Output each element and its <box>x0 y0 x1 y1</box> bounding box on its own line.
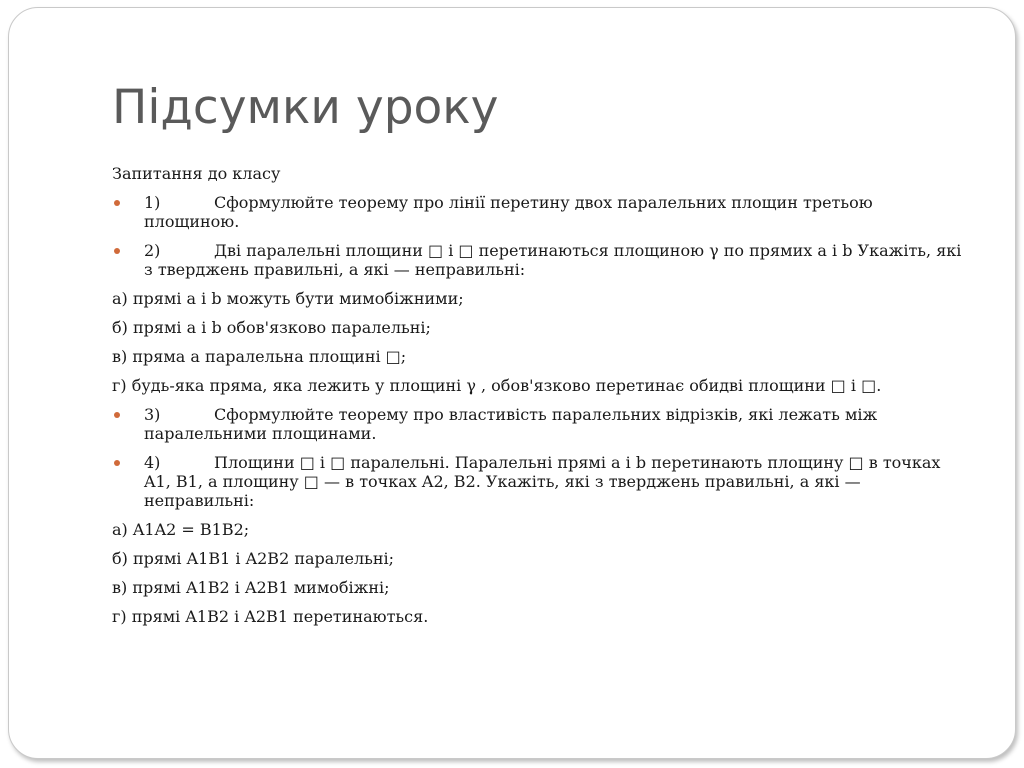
bullet-question-3 <box>112 405 972 443</box>
bullet-dot-icon <box>114 460 120 466</box>
answer-option: г) прямі A1B2 і A2B1 перетинаються. <box>112 607 429 626</box>
question-number: 4) <box>144 453 161 472</box>
question-text: Площини □ і □ паралельні. Паралельні прямі a і b перетинають площину □ в точках A1, B1, а площину □ — в точках A2, B2. Укажіть, які з тверджень правильні, а які — неправильні: <box>144 453 941 510</box>
slide-content <box>112 164 972 636</box>
answer-option: а) A1A2 = B1B2; <box>112 520 250 539</box>
answer-option: б) прямі a і b обов'язково паралельні; <box>112 318 431 337</box>
bullet-question-2 <box>112 241 972 279</box>
answer-option: г) будь-яка пряма, яка лежить у площині γ , обов'язково перетинає обидві площини □ і □. <box>112 376 882 395</box>
bullet-dot-icon <box>114 200 120 206</box>
question-text: Сформулюйте теорему про лінії перетину двох паралельних площин третьою площиною. <box>144 193 873 231</box>
question-text: Сформулюйте теорему про властивість паралельних відрізків, які лежать між паралельними площинами. <box>144 405 878 443</box>
bullet-question-1 <box>112 193 972 231</box>
question-number: 1) <box>144 193 161 212</box>
question-number: 3) <box>144 405 161 424</box>
bullet-question-4 <box>112 453 972 510</box>
answer-option: в) прямі A1B2 і A2B1 мимобіжні; <box>112 578 390 597</box>
slide-title: Підсумки уроку <box>112 80 499 135</box>
question-text: Дві паралельні площини □ і □ перетинаються площиною γ по прямих a і b Укажіть, які з тверджень правильні, а які — неправильні: <box>144 241 962 279</box>
answer-option: а) прямі a і b можуть бути мимобіжними; <box>112 289 464 308</box>
answer-option: б) прямі A1B1 і A2B2 паралельні; <box>112 549 394 568</box>
bullet-dot-icon <box>114 412 120 418</box>
question-number: 2) <box>144 241 161 260</box>
intro-text: Запитання до класу <box>112 164 281 183</box>
answer-option: в) пряма a паралельна площині □; <box>112 347 407 366</box>
bullet-dot-icon <box>114 248 120 254</box>
